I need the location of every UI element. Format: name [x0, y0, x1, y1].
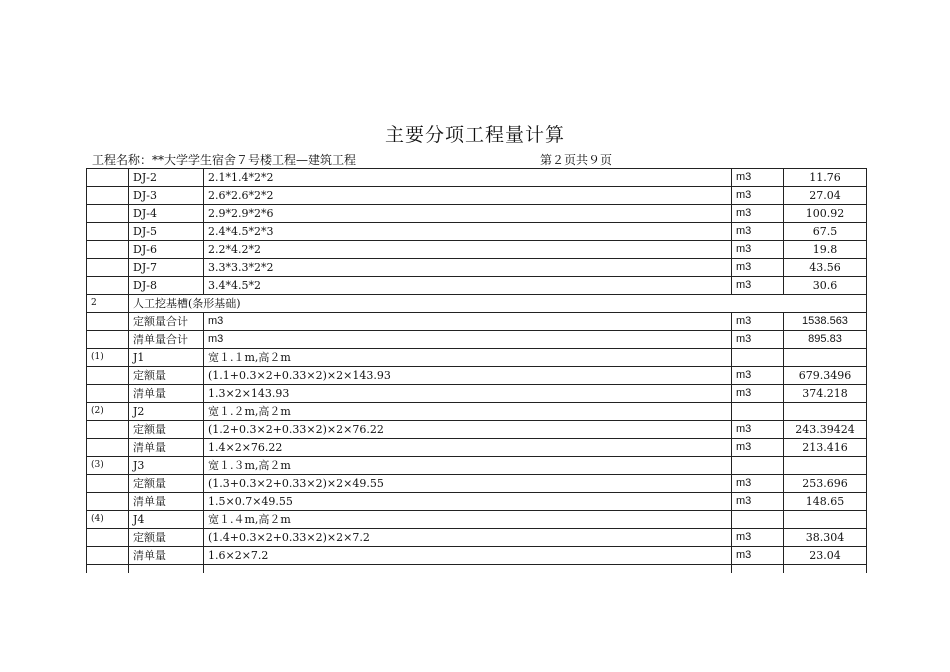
row-number: [87, 331, 129, 349]
project-name: 工程名称：**大学学生宿舍７号楼工程—建筑工程: [92, 153, 357, 167]
item-formula: 1.3×2×143.93: [204, 385, 732, 403]
item-quantity: 895.83: [784, 331, 867, 349]
item-quantity: 27.04: [784, 187, 867, 205]
item-formula: 1.5×0.7×49.55: [204, 493, 732, 511]
blank-cell: [784, 565, 867, 574]
row-number: [87, 493, 129, 511]
item-quantity: 243.39424: [784, 421, 867, 439]
row-number: [87, 439, 129, 457]
item-name: 清单量: [129, 385, 204, 403]
item-quantity: 30.6: [784, 277, 867, 295]
item-name: 清单量: [129, 439, 204, 457]
item-formula: 3.4*4.5*2: [204, 277, 732, 295]
item-name: 定额量: [129, 367, 204, 385]
item-name: 清单量: [129, 493, 204, 511]
item-unit: m3: [732, 313, 784, 331]
item-unit: m3: [732, 223, 784, 241]
item-unit: m3: [732, 187, 784, 205]
item-formula: (1.1+0.3×2+0.33×2)×2×143.93: [204, 367, 732, 385]
row-number: [87, 241, 129, 259]
item-formula: 2.1*1.4*2*2: [204, 169, 732, 187]
table-row: [87, 493, 867, 511]
item-unit: m3: [732, 259, 784, 277]
item-name: DJ-5: [129, 223, 204, 241]
item-formula: 1.4×2×76.22: [204, 439, 732, 457]
table-row: [87, 313, 867, 331]
item-quantity: 679.3496: [784, 367, 867, 385]
item-unit: m3: [732, 421, 784, 439]
item-name: J2: [129, 403, 204, 421]
table-row: [87, 529, 867, 547]
item-unit: [732, 511, 784, 529]
row-number: [87, 421, 129, 439]
item-name: 清单量: [129, 547, 204, 565]
item-unit: [732, 457, 784, 475]
item-formula: m3: [204, 331, 732, 349]
item-unit: m3: [732, 529, 784, 547]
item-quantity: 148.65: [784, 493, 867, 511]
table-row: [87, 349, 867, 367]
table-row: [87, 367, 867, 385]
item-name: J4: [129, 511, 204, 529]
item-unit: [732, 349, 784, 367]
table-row: [87, 295, 867, 313]
table-row: [87, 259, 867, 277]
item-unit: m3: [732, 331, 784, 349]
item-name: DJ-4: [129, 205, 204, 223]
blank-row: [87, 565, 867, 574]
table-row: [87, 187, 867, 205]
item-name: 清单量合计: [129, 331, 204, 349]
item-quantity: 253.696: [784, 475, 867, 493]
table-row: [87, 475, 867, 493]
row-number: [87, 205, 129, 223]
row-number: 2: [87, 295, 129, 313]
item-quantity: 1538.563: [784, 313, 867, 331]
item-formula: 1.6×2×7.2: [204, 547, 732, 565]
item-quantity: 43.56: [784, 259, 867, 277]
item-unit: m3: [732, 385, 784, 403]
blank-cell: [87, 565, 129, 574]
table-row: [87, 457, 867, 475]
item-quantity: 100.92: [784, 205, 867, 223]
row-number: [87, 529, 129, 547]
table-row: [87, 403, 867, 421]
row-number: [87, 547, 129, 565]
blank-cell: [129, 565, 204, 574]
row-number: [87, 385, 129, 403]
item-name: DJ-7: [129, 259, 204, 277]
item-name: DJ-6: [129, 241, 204, 259]
table-row: [87, 511, 867, 529]
item-quantity: [784, 403, 867, 421]
row-number: [87, 367, 129, 385]
row-number: [87, 259, 129, 277]
item-quantity: [784, 511, 867, 529]
item-quantity: [784, 349, 867, 367]
item-unit: m3: [732, 241, 784, 259]
row-number: [87, 169, 129, 187]
table-row: [87, 421, 867, 439]
table-row: [87, 277, 867, 295]
item-formula: (1.2+0.3×2+0.33×2)×2×76.22: [204, 421, 732, 439]
row-number: (1): [87, 349, 129, 367]
table-row: [87, 205, 867, 223]
page-indicator: 第２页共９页: [540, 153, 613, 167]
item-formula: m3: [204, 313, 732, 331]
page-title: 主要分项工程量计算: [384, 124, 565, 146]
item-formula: 宽１.２m,高２m: [204, 403, 732, 421]
table-row: [87, 169, 867, 187]
item-formula: 宽１.３m,高２m: [204, 457, 732, 475]
item-name: 定额量: [129, 529, 204, 547]
item-name: DJ-3: [129, 187, 204, 205]
item-name: 人工挖基槽(条形基础): [129, 295, 867, 313]
row-number: (2): [87, 403, 129, 421]
item-quantity: 374.218: [784, 385, 867, 403]
item-quantity: 19.8: [784, 241, 867, 259]
item-name: DJ-8: [129, 277, 204, 295]
item-unit: m3: [732, 169, 784, 187]
row-number: [87, 277, 129, 295]
table-row: [87, 223, 867, 241]
item-quantity: 23.04: [784, 547, 867, 565]
row-number: [87, 223, 129, 241]
item-unit: [732, 403, 784, 421]
blank-cell: [732, 565, 784, 574]
table-row: [87, 547, 867, 565]
item-formula: 3.3*3.3*2*2: [204, 259, 732, 277]
item-name: 定额量: [129, 421, 204, 439]
table-row: [87, 385, 867, 403]
blank-cell: [204, 565, 732, 574]
quantity-table: [86, 168, 867, 573]
item-formula: 2.2*4.2*2: [204, 241, 732, 259]
item-formula: 2.4*4.5*2*3: [204, 223, 732, 241]
item-unit: m3: [732, 277, 784, 295]
item-quantity: 67.5: [784, 223, 867, 241]
item-name: 定额量: [129, 475, 204, 493]
row-number: [87, 313, 129, 331]
table-row: [87, 241, 867, 259]
item-formula: 2.6*2.6*2*2: [204, 187, 732, 205]
item-formula: (1.4+0.3×2+0.33×2)×2×7.2: [204, 529, 732, 547]
item-unit: m3: [732, 439, 784, 457]
item-unit: m3: [732, 205, 784, 223]
item-quantity: 213.416: [784, 439, 867, 457]
item-formula: 宽１.４m,高２m: [204, 511, 732, 529]
item-formula: 宽１.１m,高２m: [204, 349, 732, 367]
item-quantity: 11.76: [784, 169, 867, 187]
item-name: DJ-2: [129, 169, 204, 187]
row-number: [87, 475, 129, 493]
item-name: J1: [129, 349, 204, 367]
item-name: J3: [129, 457, 204, 475]
item-unit: m3: [732, 367, 784, 385]
table-row: [87, 331, 867, 349]
item-unit: m3: [732, 493, 784, 511]
row-number: (3): [87, 457, 129, 475]
row-number: [87, 187, 129, 205]
item-unit: m3: [732, 547, 784, 565]
row-number: (4): [87, 511, 129, 529]
item-quantity: [784, 457, 867, 475]
item-unit: m3: [732, 475, 784, 493]
table-row: [87, 439, 867, 457]
item-formula: 2.9*2.9*2*6: [204, 205, 732, 223]
item-name: 定额量合计: [129, 313, 204, 331]
item-formula: (1.3+0.3×2+0.33×2)×2×49.55: [204, 475, 732, 493]
item-quantity: 38.304: [784, 529, 867, 547]
